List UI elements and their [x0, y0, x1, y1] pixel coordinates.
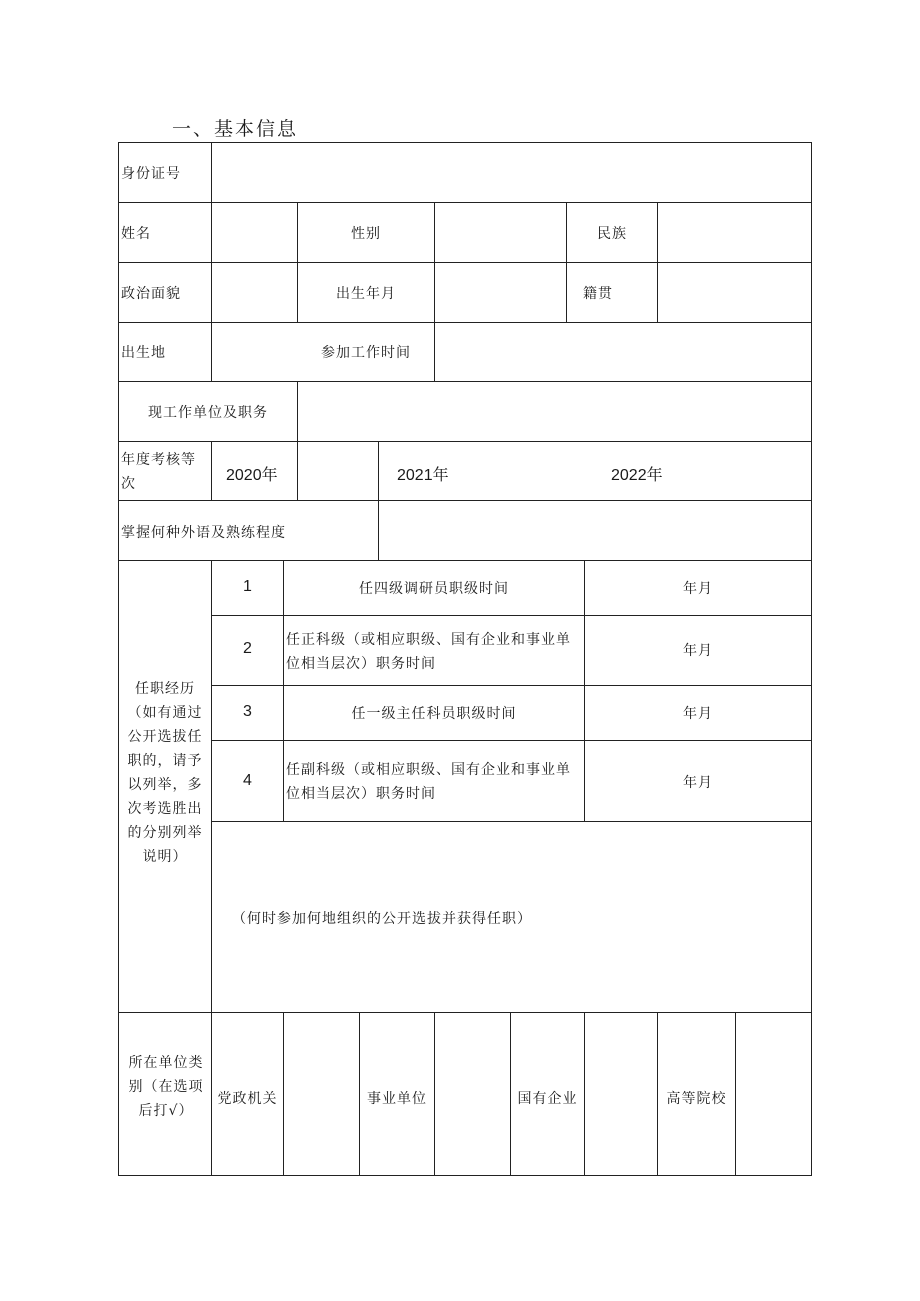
- label-name: 姓名: [121, 226, 151, 242]
- selection-details-field[interactable]: [212, 822, 811, 1012]
- work-start-field[interactable]: [435, 323, 811, 381]
- experience-row-2-time[interactable]: 年月: [683, 643, 713, 659]
- current-unit-field[interactable]: [298, 382, 811, 441]
- unit-option-party-govt: 党政机关: [217, 1091, 278, 1107]
- id-number-field[interactable]: [212, 143, 811, 202]
- label-current-unit: 现工作单位及职务: [148, 405, 268, 421]
- assessment-year-2021: 2021年: [397, 467, 449, 484]
- experience-row-4-time[interactable]: 年月: [683, 775, 713, 791]
- assessment-year-2020: 2020年: [226, 467, 278, 484]
- label-native-place: 籍贯: [583, 286, 613, 302]
- label-id-number: 身份证号: [121, 166, 181, 182]
- label-gender: 性别: [351, 226, 381, 242]
- assessment-year-2022: 2022年: [611, 467, 663, 484]
- label-languages: 掌握何种外语及熟练程度: [121, 525, 286, 541]
- native-place-field[interactable]: [658, 263, 811, 322]
- experience-row-4-desc: 任副科级（或相应职级、国有企业和事业单位相当层次）职务时间: [286, 762, 571, 802]
- unit-check-university[interactable]: [736, 1013, 811, 1175]
- experience-row-4-number: 4: [243, 772, 252, 789]
- label-political-status: 政治面貌: [121, 286, 181, 302]
- label-assessment: 年度考核等次: [121, 452, 196, 492]
- ethnicity-field[interactable]: [658, 203, 811, 262]
- selection-note: （何时参加何地组织的公开选拔并获得任职）: [232, 911, 532, 927]
- label-birthplace: 出生地: [121, 345, 166, 361]
- unit-option-soe: 国有企业: [517, 1091, 578, 1107]
- experience-row-2-desc: 任正科级（或相应职级、国有企业和事业单位相当层次）职务时间: [286, 632, 571, 672]
- experience-row-3-desc: 任一级主任科员职级时间: [351, 706, 517, 722]
- unit-option-public-institution: 事业单位: [367, 1091, 427, 1107]
- unit-option-university: 高等院校: [666, 1091, 727, 1107]
- experience-row-2-number: 2: [243, 640, 252, 657]
- experience-row-3-time[interactable]: 年月: [683, 706, 713, 722]
- assessment-2020-field[interactable]: [298, 442, 378, 500]
- unit-check-soe[interactable]: [585, 1013, 657, 1175]
- languages-field[interactable]: [379, 501, 811, 560]
- experience-row-3-number: 3: [243, 703, 252, 720]
- label-birth-date: 出生年月: [336, 286, 396, 302]
- label-ethnicity: 民族: [597, 226, 627, 242]
- birth-date-field[interactable]: [435, 263, 566, 322]
- label-work-start: 参加工作时间: [321, 345, 411, 361]
- section-title: 一、基本信息: [172, 118, 299, 140]
- birthplace-field[interactable]: [212, 323, 297, 381]
- name-field[interactable]: [212, 203, 297, 262]
- political-status-field[interactable]: [212, 263, 297, 322]
- gender-field[interactable]: [435, 203, 566, 262]
- unit-check-party-govt[interactable]: [284, 1013, 359, 1175]
- label-unit-category: 所在单位类别（在选项后打√）: [128, 1055, 204, 1119]
- experience-row-1-time[interactable]: 年月: [683, 581, 713, 597]
- label-experience: 任职经历（如有通过公开选拔任职的，请予以列举，多次考选胜出的分别列举说明）: [127, 681, 203, 865]
- experience-row-1-desc: 任四级调研员职级时间: [359, 581, 509, 597]
- unit-check-public-institution[interactable]: [435, 1013, 510, 1175]
- experience-row-1-number: 1: [243, 578, 252, 595]
